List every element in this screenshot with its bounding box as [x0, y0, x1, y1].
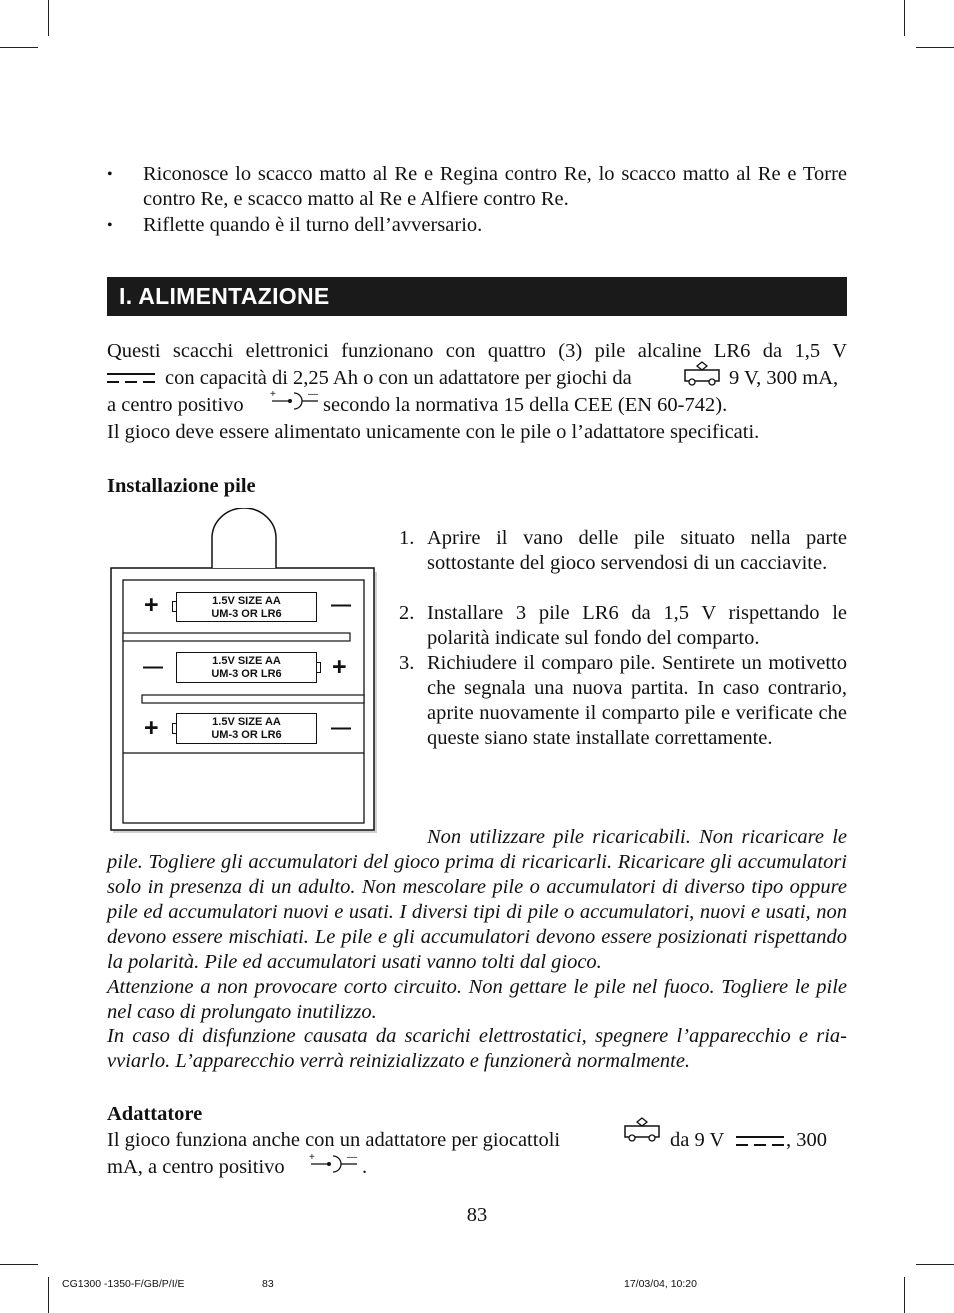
battery-label: 1.5V SIZE AA	[212, 655, 281, 667]
crop-mark	[48, 0, 49, 36]
plus-sign: +	[144, 591, 159, 619]
install-step-2	[399, 601, 847, 651]
svg-text:—: —	[347, 1152, 357, 1163]
crop-mark	[904, 0, 905, 36]
battery-label: UM-3 OR LR6	[211, 729, 282, 741]
minus-sign: —	[143, 656, 163, 678]
crop-mark	[0, 1264, 38, 1265]
intro-para-2: Il gioco deve essere alimentato unicamente con le pile o l’adattatore specificati.	[107, 421, 760, 443]
bullet-marker: •	[107, 166, 113, 183]
battery-terminal	[172, 723, 177, 734]
bullet-item: Riflette quando è il turno dell’avversario.	[143, 214, 483, 236]
minus-sign: —	[331, 594, 351, 616]
page-number: 83	[466, 1204, 488, 1226]
crop-mark	[916, 47, 954, 48]
intro-line-2-end: 9 V, 300 mA,	[729, 367, 839, 389]
battery-terminal	[316, 662, 321, 673]
crop-mark	[48, 1277, 49, 1313]
step-number: 2.	[399, 602, 415, 624]
install-step-1	[399, 526, 847, 576]
intro-line-1: Questi scacchi elettronici funzionano con quattro (3) pile alcaline LR6 da 1,5 V	[107, 340, 847, 362]
battery-label: 1.5V SIZE AA	[212, 716, 281, 728]
minus-sign: —	[331, 717, 351, 739]
battery-terminal	[172, 601, 177, 612]
intro-line-3: a centro positivo	[107, 394, 244, 416]
esd-warning: In caso di disfunzione causata da scarichi elettrostatici, spegnere l’apparecchio e ria-vviarlo. L’apparecchio verrà reinizializzato e funzionerà normalmente.	[107, 1025, 847, 1072]
step-number: 1.	[399, 527, 415, 549]
center-positive-icon	[307, 1151, 359, 1173]
step-text: Installare 3 pile LR6 da 1,5 V rispettando le polarità indicate sul fondo del comparto.	[427, 602, 847, 649]
install-title: Installazione pile	[107, 475, 256, 497]
svg-text:+: +	[309, 1152, 315, 1163]
crop-mark	[0, 47, 38, 48]
section-title: I. ALIMENTAZIONE	[119, 283, 330, 309]
battery-1	[176, 592, 317, 622]
crop-mark	[916, 1264, 954, 1265]
svg-text:+: +	[270, 389, 276, 400]
bullet-item: Riconosce lo scacco matto al Re e Regina contro Re, lo scacco matto al Re e Torre contro Re, e scacco matto al Re e Alfiere contro Re.	[143, 163, 847, 210]
plus-sign: +	[144, 714, 159, 742]
dc-symbol-icon	[107, 371, 157, 385]
install-step-3	[399, 651, 847, 751]
battery-3	[176, 713, 317, 744]
short-circuit-warning: Attenzione a non provocare corto circuito. Non gettare le pile nel fuoco. Togliere le pile nel caso di prolungato inutilizzo.	[107, 976, 847, 1023]
dc-symbol-icon	[736, 1134, 786, 1148]
battery-2	[176, 652, 317, 683]
footer-timestamp: 17/03/04, 10:20	[624, 1278, 697, 1290]
footer-page: 83	[262, 1278, 274, 1290]
step-text: Richiudere il comparo pile. Sentirete un motivetto che segnala una nuova partita. In caso contrario, aprite nuovamente il comparto pile e verificate che queste siano state installate correttamente.	[427, 652, 847, 749]
toy-transformer-icon	[683, 361, 721, 387]
battery-label: UM-3 OR LR6	[211, 608, 282, 620]
section-heading	[107, 277, 847, 316]
adapter-voltage: da 9 V	[670, 1129, 725, 1151]
adapter-line-1: Il gioco funziona anche con un adattatore per giocattoli	[107, 1129, 561, 1151]
battery-label: 1.5V SIZE AA	[212, 595, 281, 607]
crop-mark	[904, 1277, 905, 1313]
toy-transformer-icon	[623, 1117, 661, 1143]
adapter-title: Adattatore	[107, 1103, 203, 1125]
footer-job-code: CG1300 -1350-F/GB/P/I/E	[62, 1278, 185, 1290]
battery-label: UM-3 OR LR6	[211, 668, 282, 680]
step-number: 3.	[399, 652, 415, 674]
bullet-marker: •	[107, 217, 113, 234]
intro-line-3-end: secondo la normativa 15 della CEE (EN 60-742).	[323, 394, 728, 416]
svg-text:—: —	[308, 389, 318, 400]
step-text: Aprire il vano delle pile situato nella parte sottostante del gioco servendosi di un cacciavite.	[427, 527, 847, 574]
plus-sign: +	[332, 653, 347, 681]
intro-line-2: con capacità di 2,25 Ah o con un adattatore per giochi da	[165, 367, 632, 389]
adapter-line-2-end: .	[362, 1156, 368, 1178]
adapter-current: , 300	[786, 1129, 827, 1151]
battery-warning: Non utilizzare pile ricaricabili. Non ricaricare le pile. Togliere gli accumulatori del gioco prima di ricaricarli. Ricaricare gli accumulatori solo in presenza di un adulto. Non mescolare pile o accumulatori di diverso tipo oppure pile ed accumulatori nuovi e usati. I diversi tipi di pile o accumulatori, nuovi e usati, non devono essere mischiati. Le pile e gli accumulatori devono essere posizionati rispettando la polarità. Pile ed accumulatori usati vanno tolti dal gioco.	[107, 826, 847, 973]
adapter-line-2: mA, a centro positivo	[107, 1156, 285, 1178]
center-positive-icon	[268, 388, 320, 410]
